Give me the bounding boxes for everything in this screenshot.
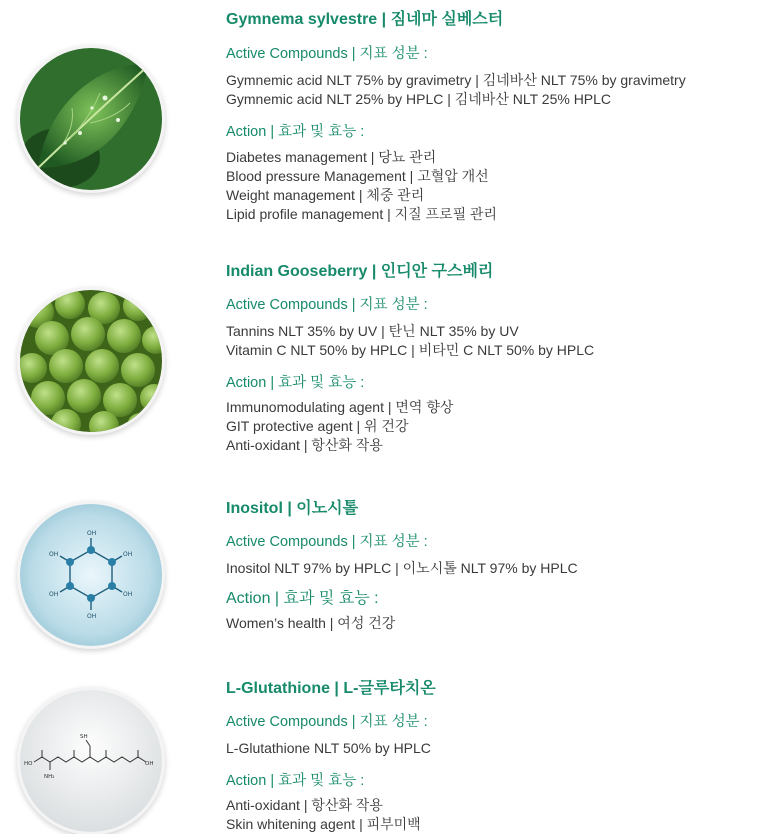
product-entry-glutathione xyxy=(0,679,762,833)
active-compounds-label: Active Compounds | 지표 성분 : xyxy=(226,297,428,313)
compound-line: Vitamin C NLT 50% by HPLC | 비타민 C NLT 50% by HPLC xyxy=(226,342,595,358)
product-title: Indian Gooseberry | 인디안 구스베리 xyxy=(226,263,494,280)
compound-line: Tannins NLT 35% by UV | 탄닌 NLT 35% by UV xyxy=(226,323,519,339)
actions-list xyxy=(226,614,752,633)
molecule-label: OH xyxy=(87,613,97,620)
gooseberry-photo xyxy=(20,290,162,432)
action-line: Women’s health | 여성 건강 xyxy=(226,615,396,631)
active-compounds-label: Active Compounds | 지표 성분 : xyxy=(226,46,428,62)
active-compounds-label: Active Compounds | 지표 성분 : xyxy=(226,534,428,550)
actions-list xyxy=(226,398,752,455)
product-title: Inositol | 이노시톨 xyxy=(226,500,359,517)
entry-text xyxy=(226,499,752,633)
entry-text xyxy=(226,262,752,455)
compounds-list xyxy=(226,71,752,109)
molecule-label: OH xyxy=(49,591,59,598)
action-line: Lipid profile management | 지질 프로필 관리 xyxy=(226,206,498,222)
compound-line: L-Glutathione NLT 50% by HPLC xyxy=(226,740,431,756)
molecule-label: OH xyxy=(123,551,133,558)
compound-line: Inositol NLT 97% by HPLC | 이노시톨 NLT 97% by HPLC xyxy=(226,560,578,576)
active-compounds-label: Active Compounds | 지표 성분 : xyxy=(226,714,428,730)
product-entry-inositol xyxy=(0,499,762,659)
action-line: Immunomodulating agent | 면역 향상 xyxy=(226,399,454,415)
action-line: GIT protective agent | 위 건강 xyxy=(226,418,409,434)
molecule-label: OH xyxy=(87,530,97,537)
molecule-label: OH xyxy=(49,551,59,558)
action-label: Action | 효과 및 효능 : xyxy=(226,375,365,391)
product-title: L-Glutathione | L-글루타치온 xyxy=(226,680,436,697)
molecule-label: OH xyxy=(123,591,133,598)
action-line: Anti-oxidant | 항산화 작용 xyxy=(226,797,383,813)
product-entry-gooseberry xyxy=(0,262,762,472)
action-line: Diabetes management | 당뇨 관리 xyxy=(226,149,437,165)
entry-text xyxy=(226,679,752,834)
action-label: Action | 효과 및 효능 : xyxy=(226,124,365,140)
compounds-list xyxy=(226,322,752,360)
compound-line: Gymnemic acid NLT 25% by HPLC | 김네바산 NLT 25% HPLC xyxy=(226,91,612,107)
molecule-label: SH xyxy=(80,734,88,740)
actions-list xyxy=(226,148,752,224)
product-entry-gymnema xyxy=(0,0,762,240)
entry-text xyxy=(226,10,752,224)
action-label: Action | 효과 및 효능 : xyxy=(226,773,365,789)
actions-list xyxy=(226,796,752,834)
compounds-list xyxy=(226,559,752,578)
inositol-molecule xyxy=(20,504,162,646)
glutathione-structure xyxy=(20,690,162,832)
product-title: Gymnema sylvestre | 짐네마 실베스터 xyxy=(226,11,504,28)
action-label: Action | 효과 및 효능 : xyxy=(226,590,379,607)
molecule-label: HO xyxy=(24,761,33,767)
molecule-label: NH₂ xyxy=(44,774,55,780)
action-line: Blood pressure Management | 고혈압 개선 xyxy=(226,168,489,184)
action-line: Anti-oxidant | 항산화 작용 xyxy=(226,437,383,453)
compounds-list xyxy=(226,739,752,758)
compound-line: Gymnemic acid NLT 75% by gravimetry | 김네바산 NLT 75% by gravimetry xyxy=(226,72,686,88)
molecule-label: OH xyxy=(145,761,154,767)
action-line: Weight management | 체중 관리 xyxy=(226,187,425,203)
action-line: Skin whitening agent | 피부미백 xyxy=(226,816,421,832)
leaf-photo xyxy=(20,48,162,190)
